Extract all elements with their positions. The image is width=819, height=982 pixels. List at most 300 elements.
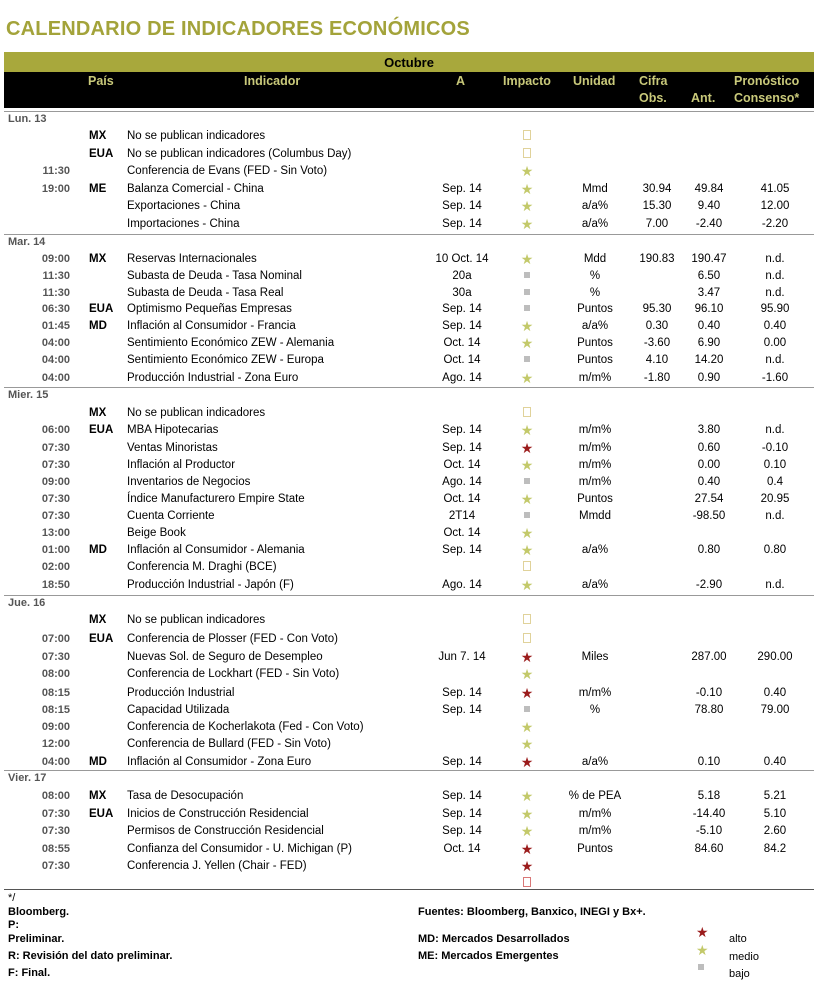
impact-medio-icon: ★ bbox=[520, 422, 534, 438]
row-pais: MX bbox=[89, 790, 107, 802]
table-row bbox=[4, 508, 814, 525]
row-anterior: 27.54 bbox=[694, 493, 724, 505]
row-indicador: Tasa de Desocupación bbox=[127, 790, 244, 802]
table-row bbox=[4, 251, 814, 268]
header-ant: Ant. bbox=[691, 91, 716, 105]
row-pronostico: 95.90 bbox=[760, 303, 790, 315]
row-pais: EUA bbox=[89, 424, 114, 436]
row-pronostico: n.d. bbox=[765, 253, 785, 265]
row-unidad: m/m% bbox=[578, 476, 612, 488]
impact-medio-icon: ★ bbox=[520, 181, 534, 197]
row-a: 2T14 bbox=[448, 510, 476, 522]
row-indicador: Inflación al Productor bbox=[127, 459, 236, 471]
row-time: 08:00 bbox=[41, 668, 70, 680]
table-row bbox=[4, 559, 814, 576]
impact-medio-icon: ★ bbox=[520, 251, 534, 267]
row-anterior: 0.00 bbox=[697, 459, 721, 471]
row-indicador: Optimismo Pequeñas Empresas bbox=[127, 303, 292, 315]
row-a: Sep. 14 bbox=[442, 825, 482, 837]
row-time: 07:30 bbox=[41, 510, 70, 522]
impact-medio-icon: ★ bbox=[520, 525, 534, 541]
row-impacto bbox=[513, 577, 541, 596]
row-time: 04:00 bbox=[41, 354, 70, 366]
row-anterior: 96.10 bbox=[694, 303, 724, 315]
header-unidad: Unidad bbox=[573, 74, 616, 88]
row-time: 07:30 bbox=[41, 825, 70, 837]
row-pais: ME bbox=[89, 183, 107, 195]
row-anterior: 14.20 bbox=[694, 354, 724, 366]
row-pronostico: 41.05 bbox=[760, 183, 790, 195]
row-time: 11:30 bbox=[42, 270, 70, 282]
row-impacto bbox=[513, 508, 541, 525]
impact-medio-icon: ★ bbox=[520, 198, 534, 214]
row-time: 09:00 bbox=[41, 721, 70, 733]
footnote-bloomberg: Bloomberg. bbox=[8, 906, 70, 918]
row-indicador: Importaciones - China bbox=[127, 218, 240, 230]
row-indicador: Sentimiento Económico ZEW - Alemania bbox=[127, 337, 335, 349]
row-impacto bbox=[513, 823, 541, 842]
row-time: 13:00 bbox=[41, 527, 70, 539]
impact-bajo-icon bbox=[524, 305, 530, 311]
row-impacto bbox=[513, 405, 541, 422]
row-anterior: 78.80 bbox=[694, 704, 724, 716]
legend-alto-icon: ★ bbox=[696, 924, 709, 940]
row-time: 06:00 bbox=[41, 424, 70, 436]
row-time: 11:30 bbox=[42, 165, 70, 177]
row-anterior: 3.47 bbox=[697, 287, 721, 299]
day-label: Lun. 13 bbox=[8, 113, 47, 125]
row-cifra-obs: 30.94 bbox=[642, 183, 672, 195]
row-pais: MX bbox=[89, 614, 107, 626]
legend-medio-label: medio bbox=[729, 951, 759, 963]
row-unidad: a/a% bbox=[581, 544, 609, 556]
row-impacto bbox=[513, 128, 541, 145]
row-pronostico: 79.00 bbox=[760, 704, 790, 716]
impact-bajo-icon bbox=[524, 512, 530, 518]
page-title: CALENDARIO DE INDICADORES ECONÓMICOS bbox=[6, 18, 470, 40]
row-impacto bbox=[513, 352, 541, 369]
table-row bbox=[4, 577, 814, 594]
table-row bbox=[4, 806, 814, 823]
row-cifra-obs: 95.30 bbox=[642, 303, 672, 315]
row-indicador: Confianza del Consumidor - U. Michigan (P) bbox=[127, 843, 352, 855]
row-impacto bbox=[513, 736, 541, 755]
row-a: Oct. 14 bbox=[443, 354, 481, 366]
row-indicador: Nuevas Sol. de Seguro de Desempleo bbox=[127, 651, 323, 663]
row-unidad: Mdd bbox=[583, 253, 607, 265]
row-indicador: Reservas Internacionales bbox=[127, 253, 257, 265]
row-impacto bbox=[513, 559, 541, 576]
row-impacto bbox=[513, 301, 541, 318]
row-a: Sep. 14 bbox=[442, 303, 482, 315]
row-impacto bbox=[513, 285, 541, 302]
row-anterior: 0.80 bbox=[697, 544, 721, 556]
table-row bbox=[4, 216, 814, 233]
header-pronostico: Pronóstico bbox=[734, 74, 800, 88]
row-unidad: Puntos bbox=[577, 337, 613, 349]
table-row bbox=[4, 631, 814, 648]
impact-medio-icon: ★ bbox=[520, 788, 534, 804]
row-indicador: Exportaciones - China bbox=[127, 200, 241, 212]
day-label: Mar. 14 bbox=[8, 236, 46, 248]
row-pais: EUA bbox=[89, 633, 114, 645]
row-unidad: m/m% bbox=[578, 372, 612, 384]
row-pronostico: 0.40 bbox=[763, 320, 787, 332]
row-unidad: Puntos bbox=[577, 493, 613, 505]
row-time: 08:55 bbox=[41, 843, 70, 855]
row-time: 07:30 bbox=[41, 860, 70, 872]
row-impacto bbox=[513, 163, 541, 182]
row-unidad: Mmdd bbox=[579, 510, 611, 522]
month-label: Octubre bbox=[4, 52, 814, 72]
impact-medio-icon: ★ bbox=[520, 736, 534, 752]
row-a: Sep. 14 bbox=[442, 790, 482, 802]
row-anterior: -2.90 bbox=[695, 579, 723, 591]
row-indicador: Conferencia de Kocherlakota (Fed - Con Voto) bbox=[127, 721, 364, 733]
row-a: Sep. 14 bbox=[442, 442, 482, 454]
row-unidad: a/a% bbox=[581, 200, 609, 212]
row-impacto bbox=[513, 612, 541, 629]
table-row bbox=[4, 352, 814, 369]
row-indicador: Subasta de Deuda - Tasa Real bbox=[127, 287, 284, 299]
row-indicador: Producción Industrial - Zona Euro bbox=[127, 372, 299, 384]
impact-empty-icon bbox=[523, 614, 531, 624]
impact-empty-icon bbox=[523, 877, 531, 887]
row-anterior: 0.40 bbox=[697, 476, 721, 488]
impact-alto-icon: ★ bbox=[520, 858, 534, 874]
row-anterior: -0.10 bbox=[695, 687, 723, 699]
table-row bbox=[4, 198, 814, 215]
row-pais: MX bbox=[89, 130, 107, 142]
row-pais: MX bbox=[89, 407, 107, 419]
impact-bajo-icon bbox=[524, 478, 530, 484]
row-pronostico: -1.60 bbox=[761, 372, 789, 384]
header-impacto: Impacto bbox=[503, 74, 551, 88]
row-time: 04:00 bbox=[41, 372, 70, 384]
table-row bbox=[4, 858, 814, 875]
row-unidad: Puntos bbox=[577, 843, 613, 855]
row-unidad: % bbox=[589, 704, 601, 716]
row-a: Sep. 14 bbox=[442, 704, 482, 716]
row-pronostico: n.d. bbox=[765, 510, 785, 522]
footnote-revision: R: Revisión del dato preliminar. bbox=[8, 950, 173, 962]
row-unidad: Mmd bbox=[582, 183, 608, 195]
row-pronostico: 0.80 bbox=[763, 544, 787, 556]
row-impacto bbox=[513, 198, 541, 217]
row-anterior: 3.80 bbox=[697, 424, 721, 436]
row-cifra-obs: 15.30 bbox=[642, 200, 672, 212]
row-anterior: -14.40 bbox=[692, 808, 726, 820]
impact-medio-icon: ★ bbox=[520, 491, 534, 507]
row-a: Oct. 14 bbox=[443, 493, 481, 505]
row-a: Sep. 14 bbox=[442, 183, 482, 195]
row-anterior: 6.50 bbox=[697, 270, 721, 282]
impact-bajo-icon bbox=[524, 706, 530, 712]
row-anterior: 287.00 bbox=[691, 651, 727, 663]
footnote-asterisk: */ bbox=[8, 892, 16, 904]
row-pronostico: 12.00 bbox=[760, 200, 790, 212]
table-row bbox=[4, 612, 814, 629]
row-cifra-obs: 190.83 bbox=[639, 253, 675, 265]
row-anterior: 6.90 bbox=[697, 337, 721, 349]
row-impacto bbox=[513, 474, 541, 491]
row-indicador: Conferencia de Lockhart (FED - Sin Voto) bbox=[127, 668, 340, 680]
row-a: Jun 7. 14 bbox=[438, 651, 486, 663]
row-indicador: Inflación al Consumidor - Zona Euro bbox=[127, 756, 312, 768]
impact-empty-icon bbox=[523, 633, 531, 643]
row-impacto bbox=[513, 146, 541, 163]
row-pronostico: n.d. bbox=[765, 579, 785, 591]
day-label: Jue. 16 bbox=[8, 597, 46, 609]
row-unidad: m/m% bbox=[578, 825, 612, 837]
row-a: Sep. 14 bbox=[442, 756, 482, 768]
table-row bbox=[4, 525, 814, 542]
row-anterior: 0.60 bbox=[697, 442, 721, 454]
footnote-me: ME: Mercados Emergentes bbox=[418, 950, 559, 962]
row-indicador: Beige Book bbox=[127, 527, 186, 539]
header-indicador: Indicador bbox=[244, 74, 301, 88]
row-a: Sep. 14 bbox=[442, 808, 482, 820]
day-label: Mier. 15 bbox=[8, 389, 49, 401]
impact-medio-icon: ★ bbox=[520, 457, 534, 473]
row-anterior: 5.18 bbox=[697, 790, 721, 802]
row-a: Ago. 14 bbox=[442, 476, 482, 488]
legend-medio-icon: ★ bbox=[696, 942, 709, 958]
row-anterior: -98.50 bbox=[692, 510, 726, 522]
table-row bbox=[4, 268, 814, 285]
row-unidad: % de PEA bbox=[568, 790, 622, 802]
row-pais: EUA bbox=[89, 808, 114, 820]
table-row bbox=[4, 301, 814, 318]
row-time: 01:45 bbox=[41, 320, 70, 332]
impact-bajo-icon bbox=[524, 289, 530, 295]
row-impacto bbox=[513, 216, 541, 235]
impact-medio-icon: ★ bbox=[520, 216, 534, 232]
row-indicador: Permisos de Construcción Residencial bbox=[127, 825, 324, 837]
row-time: 07:30 bbox=[41, 459, 70, 471]
row-indicador: No se publican indicadores (Columbus Day) bbox=[127, 148, 352, 160]
table-row bbox=[4, 181, 814, 198]
row-cifra-obs: -1.80 bbox=[643, 372, 671, 384]
row-cifra-obs: 0.30 bbox=[645, 320, 669, 332]
row-unidad: m/m% bbox=[578, 442, 612, 454]
row-a: Oct. 14 bbox=[443, 337, 481, 349]
row-indicador: Índice Manufacturero Empire State bbox=[127, 493, 305, 505]
row-indicador: Inflación al Consumidor - Alemania bbox=[127, 544, 305, 556]
impact-medio-icon: ★ bbox=[520, 823, 534, 839]
row-pronostico: 2.60 bbox=[763, 825, 787, 837]
row-a: 10 Oct. 14 bbox=[435, 253, 489, 265]
footer-divider bbox=[4, 889, 814, 890]
row-a: 20a bbox=[452, 270, 472, 282]
row-anterior: 0.90 bbox=[697, 372, 721, 384]
row-a: Ago. 14 bbox=[442, 579, 482, 591]
table-row bbox=[4, 457, 814, 474]
table-row bbox=[4, 719, 814, 736]
row-indicador: Sentimiento Económico ZEW - Europa bbox=[127, 354, 324, 366]
row-a: 30a bbox=[452, 287, 472, 299]
row-indicador: MBA Hipotecarias bbox=[127, 424, 219, 436]
row-unidad: m/m% bbox=[578, 459, 612, 471]
row-time: 11:30 bbox=[42, 287, 70, 299]
row-pronostico: -2.20 bbox=[761, 218, 789, 230]
row-indicador: Ventas Minoristas bbox=[127, 442, 218, 454]
table-row bbox=[4, 474, 814, 491]
row-unidad: % bbox=[589, 270, 601, 282]
row-indicador: Inicios de Construcción Residencial bbox=[127, 808, 309, 820]
row-indicador: Inventarios de Negocios bbox=[127, 476, 251, 488]
table-row bbox=[4, 823, 814, 840]
row-time: 19:00 bbox=[41, 183, 70, 195]
impact-medio-icon: ★ bbox=[520, 806, 534, 822]
row-indicador: Capacidad Utilizada bbox=[127, 704, 230, 716]
row-unidad: Puntos bbox=[577, 303, 613, 315]
row-cifra-obs: 7.00 bbox=[645, 218, 669, 230]
table-row bbox=[4, 335, 814, 352]
row-unidad: Puntos bbox=[577, 354, 613, 366]
footnote-p: P: bbox=[8, 919, 19, 931]
header-pais: País bbox=[88, 74, 114, 88]
row-time: 02:00 bbox=[41, 561, 70, 573]
row-indicador: Balanza Comercial - China bbox=[127, 183, 264, 195]
row-pronostico: 0.10 bbox=[763, 459, 787, 471]
row-unidad: m/m% bbox=[578, 687, 612, 699]
row-time: 07:30 bbox=[41, 808, 70, 820]
table-row bbox=[4, 542, 814, 559]
impact-medio-icon: ★ bbox=[520, 163, 534, 179]
table-row bbox=[4, 702, 814, 719]
row-pronostico: 84.2 bbox=[763, 843, 787, 855]
impact-medio-icon: ★ bbox=[520, 318, 534, 334]
row-unidad: m/m% bbox=[578, 424, 612, 436]
row-time: 07:00 bbox=[41, 633, 70, 645]
row-a: Oct. 14 bbox=[443, 459, 481, 471]
header-obs: Obs. bbox=[639, 91, 667, 105]
row-impacto bbox=[513, 702, 541, 719]
row-pronostico: 0.40 bbox=[763, 756, 787, 768]
row-pais: MX bbox=[89, 253, 107, 265]
table-row bbox=[4, 754, 814, 771]
header-cifra: Cifra bbox=[639, 74, 668, 88]
footnote-preliminar: Preliminar. bbox=[8, 933, 65, 945]
table-row bbox=[4, 685, 814, 702]
row-pais: MD bbox=[89, 756, 107, 768]
row-pais: MD bbox=[89, 320, 107, 332]
row-anterior: -5.10 bbox=[695, 825, 723, 837]
row-a: Sep. 14 bbox=[442, 687, 482, 699]
legend-alto-label: alto bbox=[729, 933, 747, 945]
row-time: 07:30 bbox=[41, 442, 70, 454]
table-row bbox=[4, 285, 814, 302]
row-time: 08:15 bbox=[41, 687, 70, 699]
row-unidad: a/a% bbox=[581, 218, 609, 230]
table-row bbox=[4, 788, 814, 805]
impact-alto-icon: ★ bbox=[520, 754, 534, 770]
row-unidad: a/a% bbox=[581, 320, 609, 332]
row-pronostico: n.d. bbox=[765, 354, 785, 366]
row-time: 09:00 bbox=[41, 476, 70, 488]
table-row bbox=[4, 736, 814, 753]
row-time: 07:30 bbox=[41, 651, 70, 663]
row-unidad: m/m% bbox=[578, 808, 612, 820]
impact-medio-icon: ★ bbox=[520, 666, 534, 682]
table-row bbox=[4, 146, 814, 163]
row-anterior: 84.60 bbox=[694, 843, 724, 855]
impact-empty-icon bbox=[523, 130, 531, 140]
table-row bbox=[4, 422, 814, 439]
table-row bbox=[4, 666, 814, 683]
header-consenso: Consenso* bbox=[734, 91, 800, 105]
row-pronostico: 0.00 bbox=[763, 337, 787, 349]
row-a: Oct. 14 bbox=[443, 527, 481, 539]
row-pronostico: 0.4 bbox=[767, 476, 783, 488]
table-row bbox=[4, 370, 814, 387]
row-anterior: -2.40 bbox=[695, 218, 723, 230]
row-pronostico: 0.40 bbox=[763, 687, 787, 699]
impact-empty-icon bbox=[523, 407, 531, 417]
row-indicador: Conferencia J. Yellen (Chair - FED) bbox=[127, 860, 307, 872]
footnote-md: MD: Mercados Desarrollados bbox=[418, 933, 570, 945]
row-pais: EUA bbox=[89, 148, 114, 160]
row-indicador: Producción Industrial bbox=[127, 687, 235, 699]
footnote-fuentes: Fuentes: Bloomberg, Banxico, INEGI y Bx+. bbox=[418, 906, 646, 918]
legend-bajo-label: bajo bbox=[729, 968, 750, 980]
impact-medio-icon: ★ bbox=[520, 370, 534, 386]
row-a: Ago. 14 bbox=[442, 372, 482, 384]
row-unidad: a/a% bbox=[581, 579, 609, 591]
row-pronostico: 5.10 bbox=[763, 808, 787, 820]
table-row bbox=[4, 405, 814, 422]
row-indicador: Producción Industrial - Japón (F) bbox=[127, 579, 294, 591]
row-indicador: No se publican indicadores bbox=[127, 407, 266, 419]
row-time: 07:30 bbox=[41, 493, 70, 505]
table-header bbox=[4, 52, 814, 108]
row-anterior: 49.84 bbox=[694, 183, 724, 195]
legend-bajo-icon bbox=[698, 964, 704, 970]
row-time: 04:00 bbox=[41, 337, 70, 349]
row-time: 04:00 bbox=[41, 756, 70, 768]
impact-alto-icon: ★ bbox=[520, 841, 534, 857]
row-time: 18:50 bbox=[41, 579, 70, 591]
row-time: 12:00 bbox=[41, 738, 70, 750]
row-impacto bbox=[513, 268, 541, 285]
impact-empty-icon bbox=[523, 561, 531, 571]
row-pais: MD bbox=[89, 544, 107, 556]
row-time: 08:15 bbox=[41, 704, 70, 716]
impact-medio-icon: ★ bbox=[520, 577, 534, 593]
impact-medio-icon: ★ bbox=[520, 719, 534, 735]
row-indicador: Conferencia de Evans (FED - Sin Voto) bbox=[127, 165, 328, 177]
table-row bbox=[4, 128, 814, 145]
row-a: Sep. 14 bbox=[442, 218, 482, 230]
row-a: Oct. 14 bbox=[443, 843, 481, 855]
impact-alto-icon: ★ bbox=[520, 440, 534, 456]
row-impacto bbox=[513, 631, 541, 648]
row-unidad: % bbox=[589, 287, 601, 299]
row-pronostico: n.d. bbox=[765, 424, 785, 436]
row-anterior: 9.40 bbox=[697, 200, 721, 212]
impact-bajo-icon bbox=[524, 356, 530, 362]
footnote-final: F: Final. bbox=[8, 967, 51, 979]
row-unidad: Miles bbox=[581, 651, 609, 663]
row-indicador: Cuenta Corriente bbox=[127, 510, 215, 522]
row-indicador: No se publican indicadores bbox=[127, 130, 266, 142]
impact-empty-icon bbox=[523, 148, 531, 158]
row-indicador: No se publican indicadores bbox=[127, 614, 266, 626]
row-indicador: Inflación al Consumidor - Francia bbox=[127, 320, 296, 332]
row-indicador: Conferencia M. Draghi (BCE) bbox=[127, 561, 277, 573]
impact-medio-icon: ★ bbox=[520, 335, 534, 351]
